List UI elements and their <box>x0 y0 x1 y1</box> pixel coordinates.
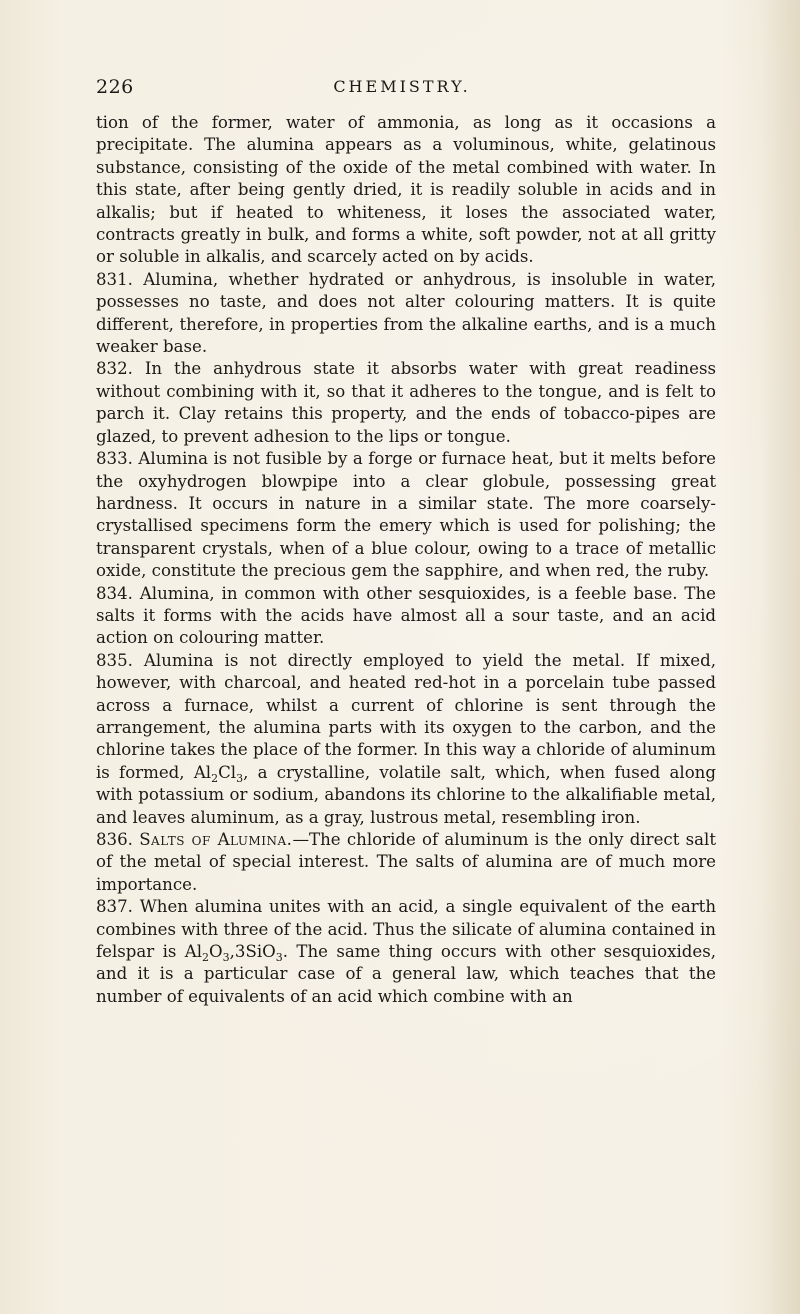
paragraph-835-text-after: , a crystalline, volatile salt, which, when fused along with potassium or sodium, abandons its chlorine to the alkalifiable metal, and leaves aluminum, as a gray, lustrous metal, resembling iron. <box>96 762 716 827</box>
running-head: CHEMISTRY. <box>333 77 471 96</box>
paragraph-836-text: —The chloride of aluminum is the only direct salt of the metal of special interest. The salts of alumina are of much more importance. <box>96 830 716 894</box>
paragraph-834: 834. Alumina, in common with other sesquioxides, is a feeble base. The salts it forms with the acids have almost all a sour taste, and an acid action on colouring matter. <box>96 583 716 648</box>
paragraph-832: 832. In the anhydrous state it absorbs water with great readiness without combining with it, so that it adheres to the tongue, and is felt to parch it. Clay retains this property, and the ends of tobacco-pipes are glazed, to prevent adhesion to the lips or tongue. <box>96 359 716 446</box>
paragraph-833: 833. Alumina is not fusible by a forge or furnace heat, but it melts before the oxyhydrogen blowpipe into a clear globule, possessing great hardness. It occurs in nature in a similar state. The more coarsely-crystallised specimens form the emery which is used for polishing; the transparent crystals, when of a blue colour, owing to a trace of metallic oxide, constitute the precious gem the sapphire, and when red, the ruby. <box>96 449 716 581</box>
paragraph-continuation: tion of the former, water of ammonia, as long as it occasions a precipitate. The alumina appears as a voluminous, white, gelatinous substance, consisting of the oxide of the metal combined with water. In this state, after being gently dried, it is readily soluble in acids and in alkalis; but if heated to whiteness, it loses the associated water, contracts greatly in bulk, and forms a white, soft powder, not at all gritty or soluble in alkalis, and scarcely acted on by acids. <box>96 113 716 267</box>
paragraph-831: 831. Alumina, whether hydrated or anhydrous, is insoluble in water, possesses no taste, and does not alter colouring matters. It is quite different, therefore, in properties from the alkaline earths, and is a much weaker base. <box>96 269 716 357</box>
paragraph-836-number: 836. <box>96 830 133 849</box>
paragraph-836 <box>96 829 716 896</box>
page-header <box>96 76 708 106</box>
paragraph-837-text-before: 837. When alumina unites with an acid, a single equivalent of the earth combines with three of the acid. Thus the silicate of alumina contained in felspar is <box>96 897 716 962</box>
page-number: 226 <box>96 76 134 98</box>
formula-silicate-of-alumina: $Al_2O_3,3SiO_3$ <box>184 942 283 965</box>
formula-aluminum-chloride: $Al_2Cl_3$ <box>193 762 244 785</box>
page-edge-shadow <box>760 0 800 1314</box>
paragraph-837 <box>96 896 716 1008</box>
body-text <box>96 112 716 1008</box>
section-heading-salts-of-alumina: Salts of Alumina. <box>139 830 293 849</box>
paragraph-837-text-after: . The same thing occurs with other sesquioxides, and it is a particular case of a general law, which teaches that the number of equivalents of an acid which combine with an <box>96 942 716 1006</box>
paragraph-835 <box>96 650 716 829</box>
paragraph-835-text-before: 835. Alumina is not directly employed to yield the metal. If mixed, however, with charcoal, and heated red-hot in a porcelain tube passed across a furnace, whilst a current of chlorine is sent through the arrangement, the alumina parts with its oxygen to the carbon, and the chlorine takes the place of the former. In this way a chloride of aluminum is formed, <box>96 650 716 782</box>
